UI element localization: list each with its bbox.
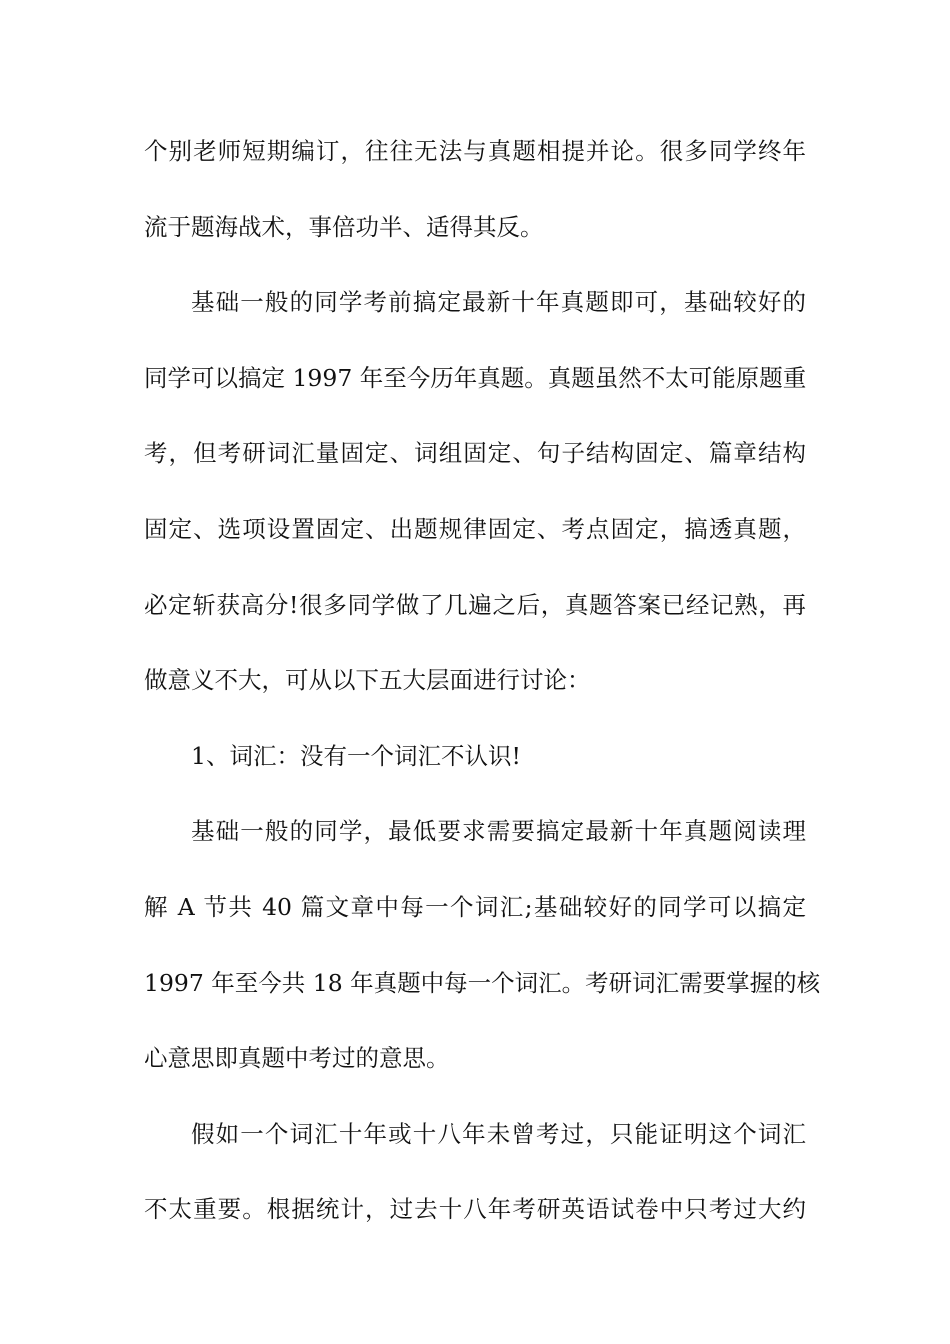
text-line: 1997 年至今共 18 年真题中每一个词汇。考研词汇需要掌握的核	[144, 968, 821, 997]
text-line: 做意义不大，可从以下五大层面进行讨论：	[144, 666, 591, 695]
paragraph-start-line: 基础一般的同学考前搞定最新十年真题即可，基础较好的	[191, 288, 806, 317]
text-line: 解 A 节共 40 篇文章中每一个词汇;基础较好的同学可以搞定	[144, 892, 806, 921]
text-line: 考，但考研词汇量固定、词组固定、句子结构固定、篇章结构	[144, 439, 806, 468]
text-line: 心意思即真题中考过的意思。	[144, 1044, 450, 1073]
paragraph-start-line: 基础一般的同学，最低要求需要搞定最新十年真题阅读理	[191, 817, 806, 846]
text-line: 流于题海战术，事倍功半、适得其反。	[144, 212, 544, 241]
text-line: 固定、选项设置固定、出题规律固定、考点固定，搞透真题，	[144, 514, 806, 543]
text-line: 个别老师短期编订，往往无法与真题相提并论。很多同学终年	[144, 137, 806, 165]
section-heading: 1、词汇：没有一个词汇不认识!	[191, 741, 521, 770]
text-line: 必定斩获高分!很多同学做了几遍之后，真题答案已经记熟，再	[144, 590, 806, 619]
document-body	[144, 131, 821, 1265]
text-line: 不太重要。根据统计，过去十八年考研英语试卷中只考过大约	[144, 1195, 806, 1224]
text-line: 同学可以搞定 1997 年至今历年真题。真题虽然不太可能原题重	[144, 363, 807, 392]
paragraph-start-line: 假如一个词汇十年或十八年未曾考过，只能证明这个词汇	[191, 1119, 806, 1148]
